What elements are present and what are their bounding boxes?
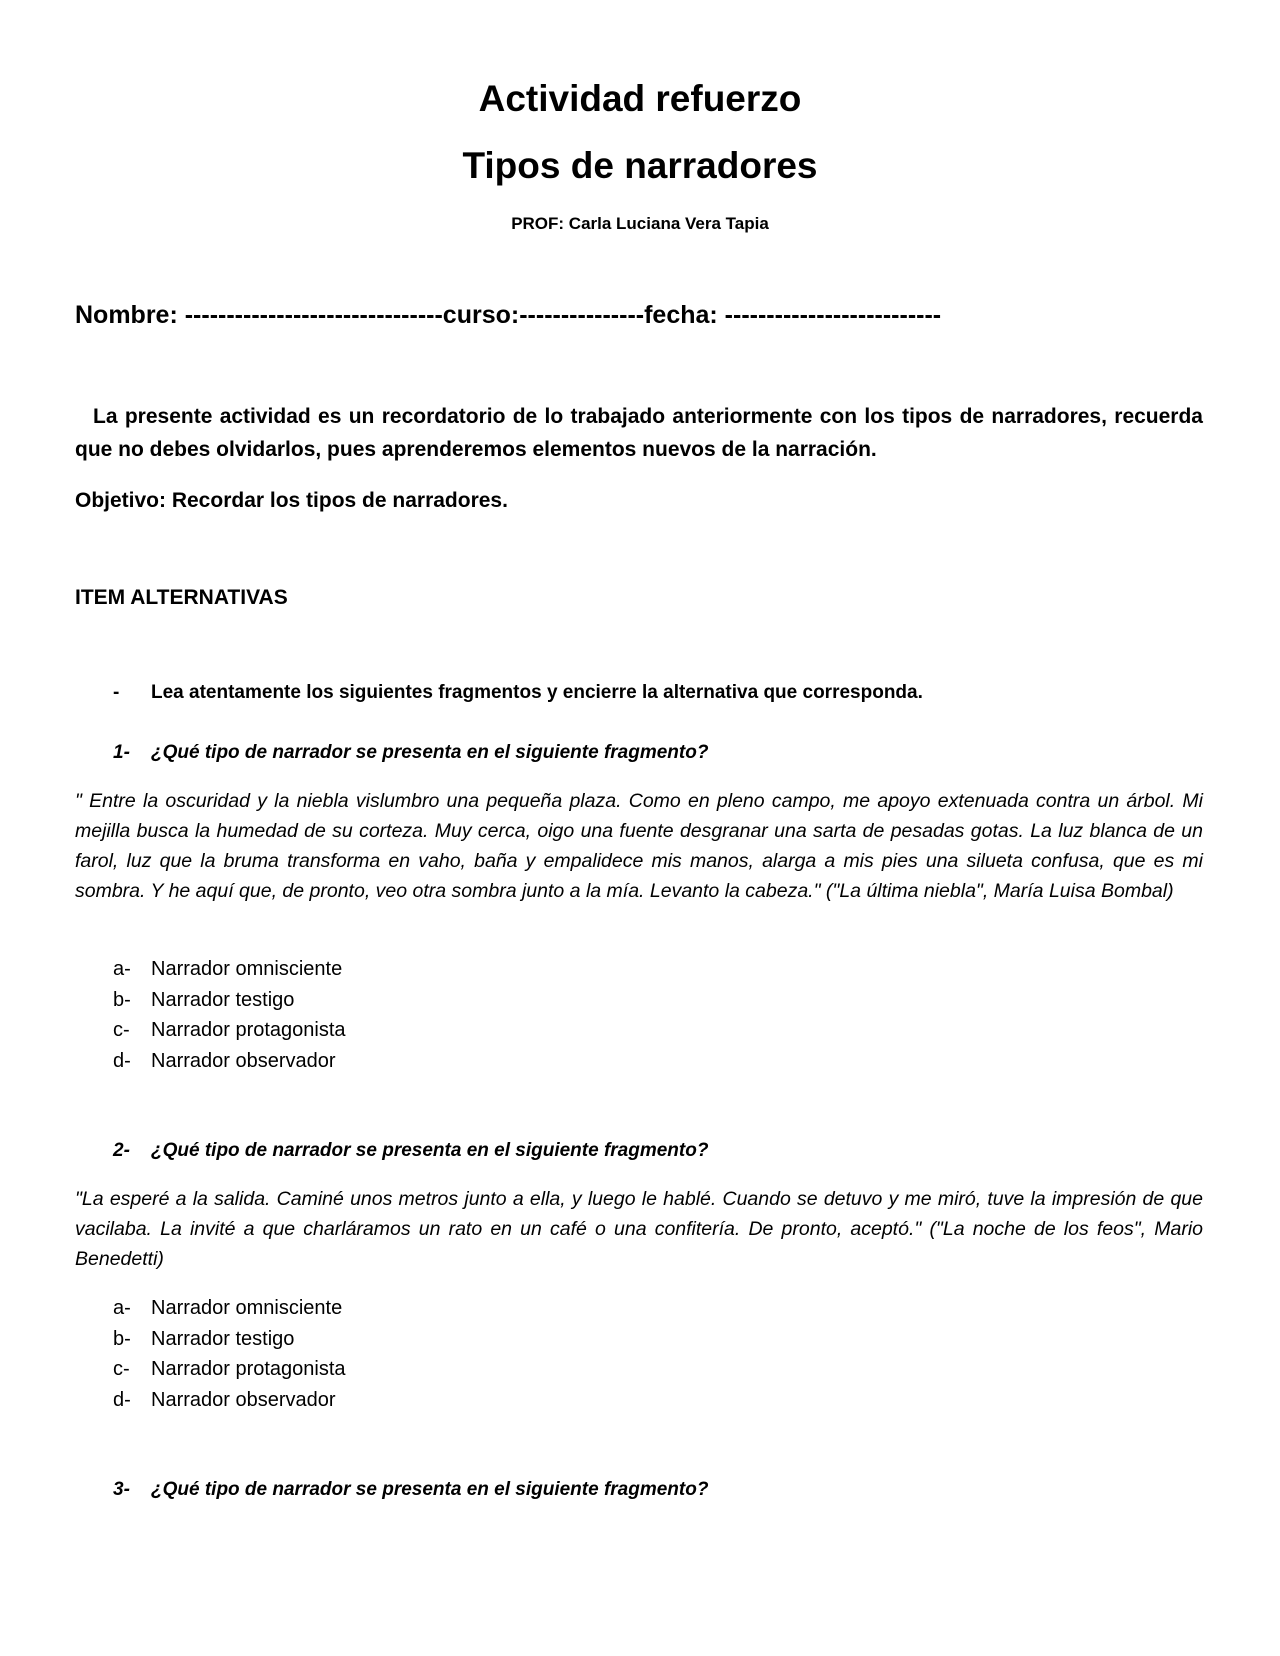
question-1-text: ¿Qué tipo de narrador se presenta en el siguiente fragmento?	[151, 742, 709, 763]
question-1-options	[113, 954, 346, 1076]
option-text: Narrador protagonista	[151, 1358, 346, 1380]
question-1-option-b[interactable]	[113, 985, 346, 1016]
question-1-option-c[interactable]	[113, 1015, 346, 1046]
option-text: Narrador testigo	[151, 988, 295, 1011]
option-letter: d-	[113, 1388, 131, 1411]
instruction-line	[113, 682, 923, 704]
option-letter: b-	[113, 1327, 131, 1350]
option-text: Narrador omnisciente	[151, 1297, 343, 1319]
question-2-option-c[interactable]	[113, 1354, 346, 1385]
option-text: Narrador observador	[151, 1049, 336, 1072]
question-3-text: ¿Qué tipo de narrador se presenta en el siguiente fragmento?	[151, 1479, 709, 1500]
document-title: Actividad refuerzo	[478, 78, 802, 119]
objective-text: Objetivo: Recordar los tipos de narradores.	[75, 489, 508, 512]
question-1-option-a[interactable]	[113, 954, 346, 985]
option-letter: c-	[113, 1358, 130, 1380]
question-2-option-b[interactable]	[113, 1324, 346, 1355]
option-letter: d-	[113, 1049, 131, 1072]
instruction-text: Lea atentamente los siguientes fragmentos y encierre la alternativa que corresponda.	[151, 682, 923, 703]
question-2-option-d[interactable]	[113, 1385, 346, 1416]
section-heading: ITEM ALTERNATIVAS	[75, 586, 288, 609]
option-text: Narrador observador	[151, 1388, 336, 1411]
question-2-number: 2-	[113, 1140, 130, 1161]
question-1-number: 1-	[113, 742, 130, 763]
question-2-options	[113, 1293, 346, 1415]
question-2-fragment: "La esperé a la salida. Caminé unos metros junto a ella, y luego le hablé. Cuando se detuvo y me miró, tuve la impresión de que vacilaba. La invité a que charláramos un rato en un café o una confitería. De pronto, aceptó." ("La noche de los feos", Mario Benedetti)	[75, 1188, 1203, 1270]
question-2-option-a[interactable]	[113, 1293, 346, 1324]
option-letter: a-	[113, 958, 131, 980]
question-1-fragment: " Entre la oscuridad y la niebla vislumbro una pequeña plaza. Como en pleno campo, me apoyo extenuada contra un árbol. Mi mejilla busca la humedad de su corteza. Muy cerca, oigo una fuente desgranar una sarta de pesadas gotas. La luz blanca de un farol, luz que la bruma transforma en vaho, baña y empalidece mis manos, alarga a mis pies una silueta confusa, que es mi sombra. Y he aquí que, de pronto, veo otra sombra junto a la mía. Levanto la cabeza." ("La última niebla", María Luisa Bombal)	[75, 790, 1203, 902]
question-1-prompt	[113, 742, 708, 764]
question-3-number: 3-	[113, 1479, 130, 1500]
student-fields-line: Nombre: -------------------------------curso:---------------fecha: --------------------------	[75, 301, 942, 329]
question-2-text: ¿Qué tipo de narrador se presenta en el siguiente fragmento?	[151, 1140, 709, 1161]
option-letter: c-	[113, 1019, 130, 1041]
option-text: Narrador testigo	[151, 1327, 295, 1350]
instruction-bullet: -	[113, 682, 120, 703]
intro-paragraph: La presente actividad es un recordatorio de lo trabajado anteriormente con los tipos de narradores, recuerda que no debes olvidarlos, pues aprenderemos elementos nuevos de la narración.	[75, 405, 1203, 461]
option-text: Narrador omnisciente	[151, 958, 343, 980]
teacher-name: PROF: Carla Luciana Vera Tapia	[511, 214, 769, 233]
question-3-prompt	[113, 1479, 708, 1501]
question-2-prompt	[113, 1140, 708, 1162]
question-1-option-d[interactable]	[113, 1046, 346, 1077]
document-subtitle: Tipos de narradores	[462, 145, 818, 186]
option-text: Narrador protagonista	[151, 1019, 346, 1041]
option-letter: b-	[113, 988, 131, 1011]
option-letter: a-	[113, 1297, 131, 1319]
